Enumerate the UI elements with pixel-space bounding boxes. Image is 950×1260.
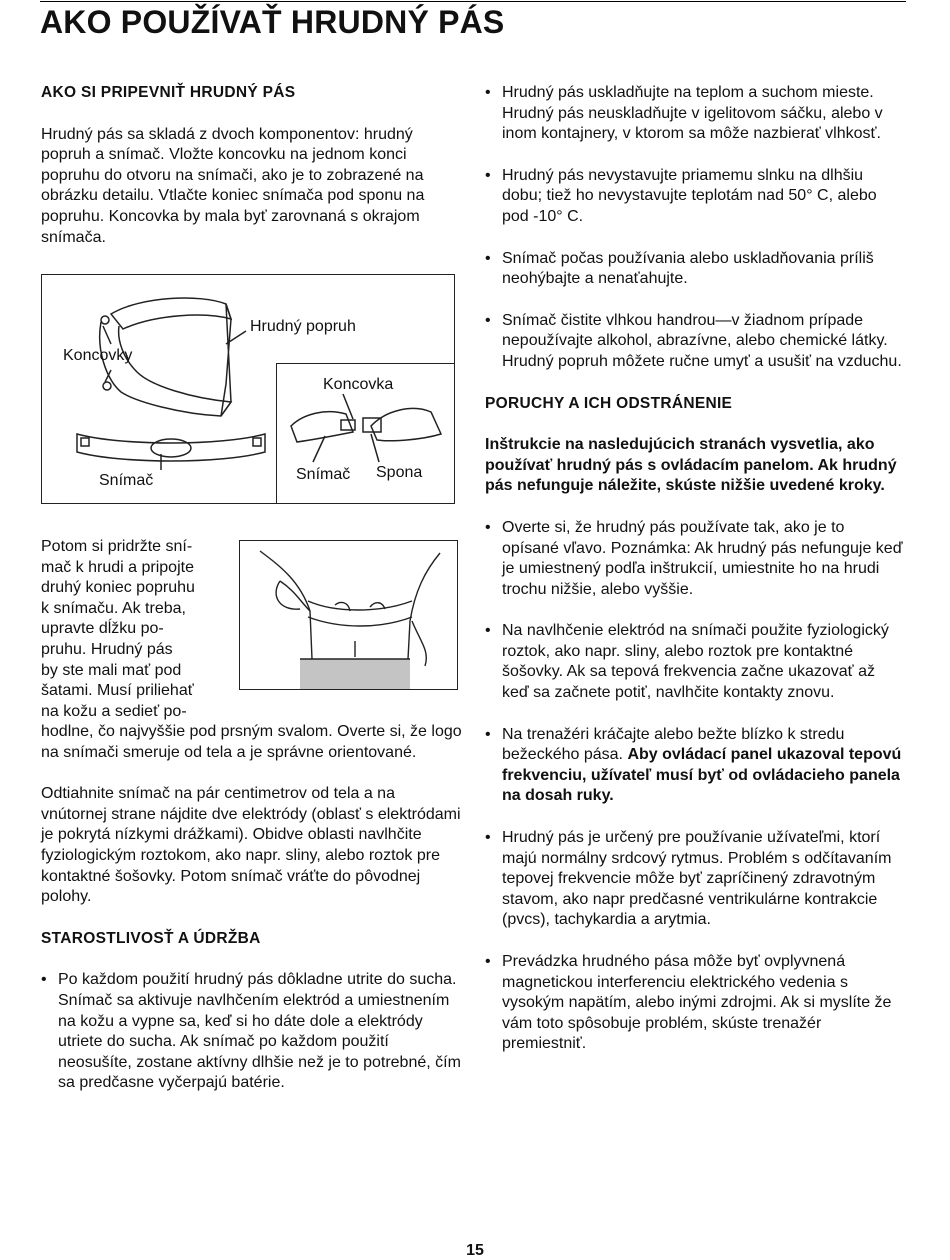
label-spona: Spona [376,464,423,481]
trainer-text: Na trenažéri kráčajte alebo bežte blízko k stredu bežeckého pása. [502,725,845,764]
list-item: • Hrudný pás nevystavujte priamemu slnku na dlhšiu dobu; tiež ho nevystavujte teplotám nad 50° C, alebo pod -10° C. [485,166,905,228]
label-snimac-detail: Snímač [296,466,351,483]
page-title: AKO POUŽÍVAŤ HRUDNÝ PÁS [40,4,505,40]
electrode-paragraph: Odtiahnite snímač na pár centimetrov od tela a na vnútornej strane nájdite dve elektródy (oblasť s elektródami je pokrytá nízkymi drážkami). Obidve oblasti navlhčite fyziologickým roztokom, ako napr. sliny, alebo roztok pre kontaktné šošovky. Potom snímač vráťte do pôvodnej polohy. [41,785,461,906]
list-item: • Hrudný pás uskladňujte na teplom a suchom mieste. Hrudný pás neuskladňujte v igelitovom sáčku, alebo v inom kontajnery, v ktorom sa môže nazbierať vlhkosť. [485,83,905,145]
left-column-top [41,83,461,248]
wrap-line: Potom si pridržte sní- [41,538,193,555]
section-heading-care: STAROSTLIVOSŤ A ÚDRŽBA [41,929,261,947]
care-list-continued [485,83,905,373]
list-item: • Po každom použití hrudný pás dôkladne utrite do sucha. Snímač sa aktivuje navlhčením elektród a umiestnením na kožu a vypne sa, keď si ho dáte dole a elektródy utriete do sucha. Ak snímač po každom použití neosušíte, zostane aktívny dlhšie než je to potrebné, čím sa predčasne vyčerpajú batérie. [41,970,463,1094]
right-column [485,83,905,1055]
list-item: • Prevádzka hrudného pása môže byť ovplyvnená magnetickou interferenciu elektrického vedenia s vysokým napätím, alebo inými zdrojmi. Ak si myslíte že vám toto spôsobuje problém, skúste trenažér premiestniť. [485,952,905,1055]
list-item: • Snímač čistite vlhkou handrou—v žiadnom prípade nepoužívajte alkohol, abrazívne, alebo chemické látky. Hrudný popruh môžete ručne umyť a usušiť na vzduchu. [485,311,905,373]
section-heading-troubleshooting: PORUCHY A ICH ODSTRÁNENIE [485,394,733,412]
label-koncovka: Koncovka [323,376,394,393]
left-column-bottom [41,722,463,1094]
care-list [41,970,463,1094]
wrap-paragraph-rest: hodlne, čo najvyššie pod prsným svalom. Overte si, že logo na snímači smeruje od tela a je správne orientované. [41,723,462,761]
torso-drawing [240,541,458,690]
list-item: • Snímač počas používania alebo uskladňovania príliš neohýbajte a nenaťahujte. [485,249,905,290]
section-heading-attach: AKO SI PRIPEVNIŤ HRUDNÝ PÁS [41,84,296,101]
trainer-text-bold: Aby ovládací panel ukazoval tepovú frekvenciu, užívateľ musí byť od ovládacieho panela na dosah ruky. [502,746,902,805]
wrap-line: šatami. Musí priliehať [41,682,194,700]
troubleshooting-intro: Inštrukcie na nasledujúcich stranách vysvetlia, ako používať hrudný pás s ovládacím panelom. Ak hrudný pás nefunguje náležite, skúste nižšie uvedené kroky. [485,436,897,495]
list-item: • Overte si, že hrudný pás používate tak, ako je to opísané vľavo. Poznámka: Ak hrudný pás nefunguje keď je umiestnený podľa inštrukcií, umiestnite ho na hrudi trochu nižšie, alebo vyššie. [485,518,905,600]
wrap-line: upravte dĺžku po- [41,620,164,638]
label-snimac: Snímač [99,472,154,489]
wrap-line: by ste mali mať pod [41,661,182,679]
list-item [485,725,905,807]
label-koncovky: Koncovky [63,347,133,364]
wrap-line: druhý koniec popruhu [41,579,195,597]
wrap-line: k snímaču. Ak treba, [41,599,186,617]
page-number: 15 [466,1242,484,1259]
wearing-strap-illustration [239,540,458,690]
troubleshooting-list [485,518,905,1055]
list-item: • Hrudný pás je určený pre používanie užívateľmi, ktorí majú normálny srdcový rytmus. Problém s odčítavaním tepovej frekvencie môže byť zapríčinený zdravotným stavom, ako napr predčasné ventrikulárne kontrakcie (pvcs), tachykardia a arytmia. [485,828,905,931]
wrap-line: mač k hrudi a pripojte [41,558,194,576]
wrap-paragraph [41,537,241,722]
wrap-line: na kožu a sedieť po- [41,702,187,720]
label-hrudny-popruh: Hrudný popruh [250,318,356,335]
wrap-line: pruhu. Hrudný pás [41,640,173,658]
attach-paragraph: Hrudný pás sa skladá z dvoch komponentov: hrudný popruh a snímač. Vložte koncovku na jednom konci popruhu do otvoru na snímači, ako je to zobrazené na obrázku detailu. Vtlačte koniec snímača pod sponu na popruhu. Koncovka by mala byť zarovnaná s okrajom snímača. [41,125,425,246]
list-item: • Na navlhčenie elektród na snímači použite fyziologický roztok, ako napr. sliny, alebo roztok pre kontaktné šošovky. Ak sa tepová frekvencia začne ukazovať až keď sa začnete potiť, navlhčite kontakty znovu. [485,621,905,703]
